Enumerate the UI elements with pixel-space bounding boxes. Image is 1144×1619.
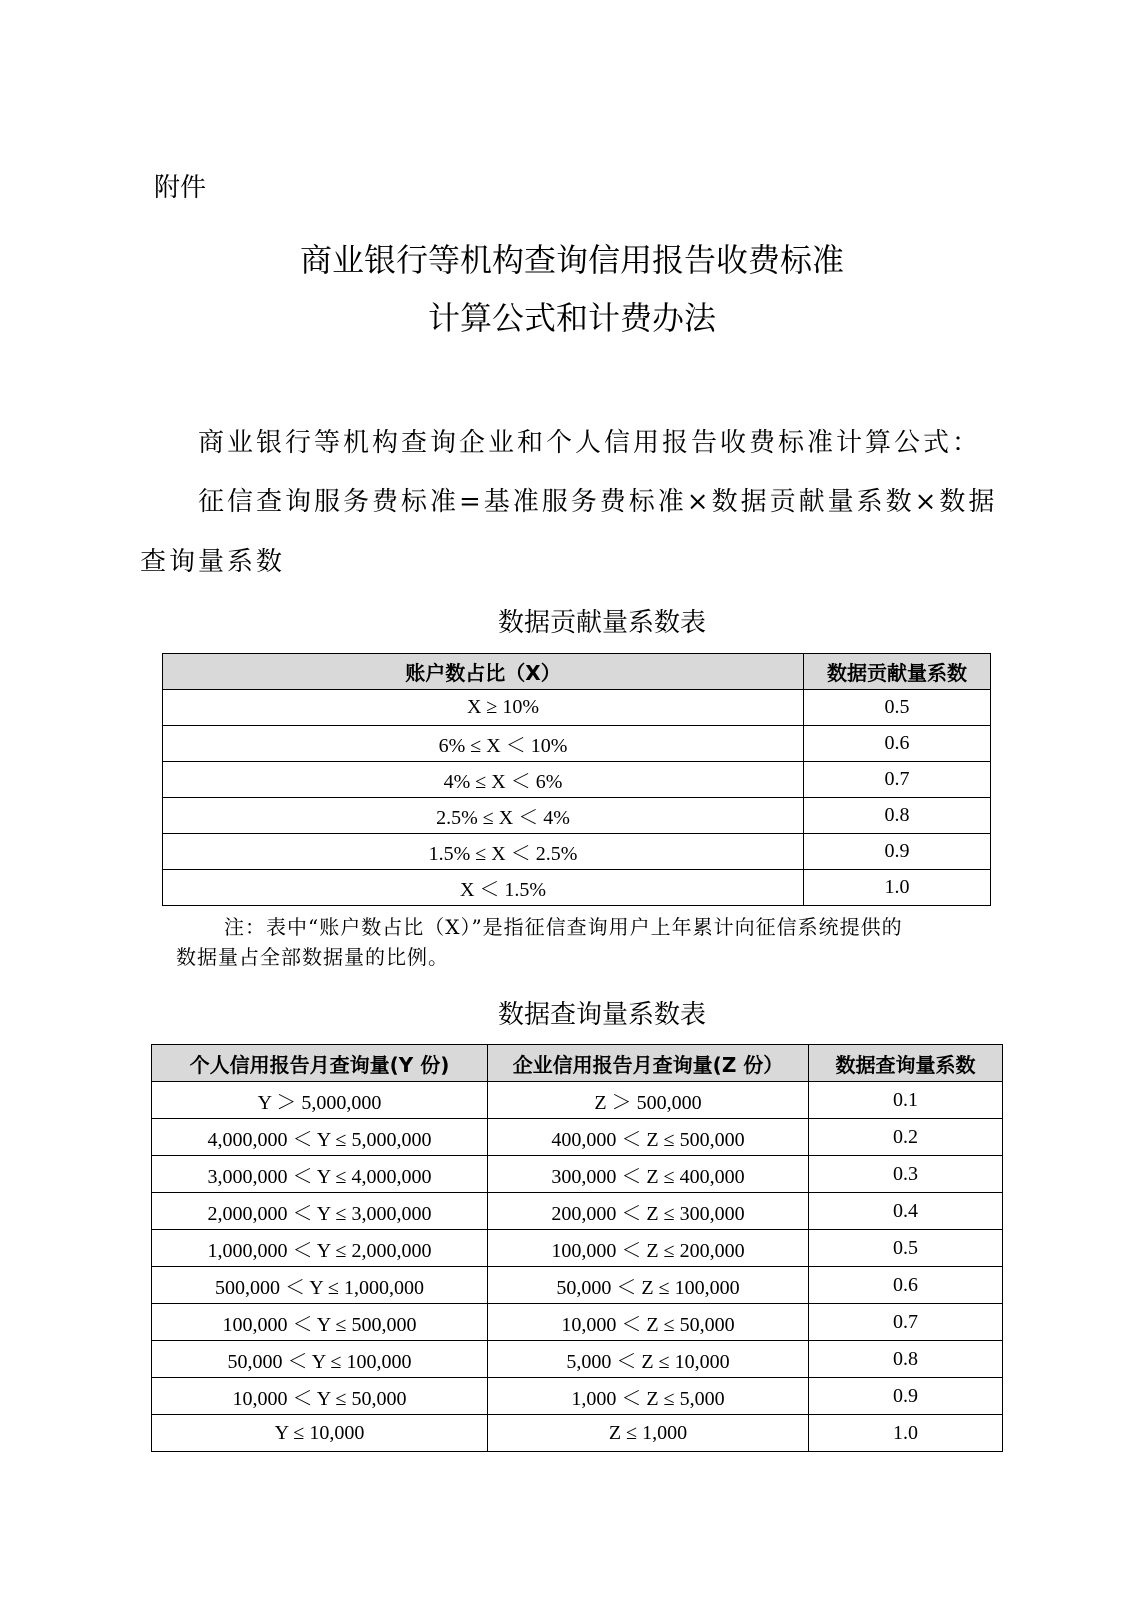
account-ratio-cell: 6% ≤ X ＜ 10% [163,726,804,762]
table-row [152,1415,1003,1452]
document-title-line2: 计算公式和计费办法 [427,299,716,337]
coefficient-cell: 0.5 [809,1230,1003,1267]
coefficient-cell: 0.3 [809,1156,1003,1193]
table-row [163,834,991,870]
formula-line1: 征信查询服务费标准=基准服务费标准×数据贡献量系数×数据 [198,487,998,517]
table-row [163,870,991,906]
coefficient-cell: 0.1 [809,1082,1003,1119]
table-row [152,1230,1003,1267]
coefficient-cell: 0.9 [804,834,991,870]
table1-title: 数据贡献量系数表 [497,608,706,638]
note-line1: 注：表中“账户数占比（X）”是指征信查询用户上年累计向征信系统提供的 [224,915,903,939]
header-contribution-coefficient: 数据贡献量系数 [804,654,991,690]
table-header-row [152,1045,1003,1082]
coefficient-cell: 0.5 [804,690,991,726]
table2-title: 数据查询量系数表 [497,1000,706,1030]
table-row [152,1156,1003,1193]
table-row [163,690,991,726]
coefficient-cell: 0.6 [809,1267,1003,1304]
account-ratio-cell: 1.5% ≤ X ＜ 2.5% [163,834,804,870]
enterprise-volume-cell: 50,000 ＜ Z ≤ 100,000 [488,1267,809,1304]
attachment-label: 附件 [154,173,207,203]
table1-note [176,912,996,972]
account-ratio-cell: 2.5% ≤ X ＜ 4% [163,798,804,834]
table-row [163,798,991,834]
header-account-ratio: 账户数占比（X） [163,654,804,690]
personal-volume-cell: 10,000 ＜ Y ≤ 50,000 [152,1378,488,1415]
coefficient-cell: 0.4 [809,1193,1003,1230]
coefficient-cell: 0.7 [809,1304,1003,1341]
personal-volume-cell: 500,000 ＜ Y ≤ 1,000,000 [152,1267,488,1304]
personal-volume-cell: 4,000,000 ＜ Y ≤ 5,000,000 [152,1119,488,1156]
enterprise-volume-cell: 100,000 ＜ Z ≤ 200,000 [488,1230,809,1267]
table-row [152,1193,1003,1230]
enterprise-volume-cell: Z ≤ 1,000 [488,1415,809,1452]
coefficient-cell: 0.2 [809,1119,1003,1156]
enterprise-volume-cell: 1,000 ＜ Z ≤ 5,000 [488,1378,809,1415]
table-header-row [163,654,991,690]
enterprise-volume-cell: 5,000 ＜ Z ≤ 10,000 [488,1341,809,1378]
table-row [152,1304,1003,1341]
note-line2: 数据量占全部数据量的比例。 [176,945,449,969]
table-row [152,1341,1003,1378]
personal-volume-cell: 100,000 ＜ Y ≤ 500,000 [152,1304,488,1341]
account-ratio-cell: X ＜ 1.5% [163,870,804,906]
table-row [152,1267,1003,1304]
header-enterprise-query-volume: 企业信用报告月查询量(Z 份） [488,1045,809,1082]
enterprise-volume-cell: 200,000 ＜ Z ≤ 300,000 [488,1193,809,1230]
query-coefficient-table [151,1044,1003,1452]
personal-volume-cell: Y ≤ 10,000 [152,1415,488,1452]
account-ratio-cell: X ≥ 10% [163,690,804,726]
personal-volume-cell: 2,000,000 ＜ Y ≤ 3,000,000 [152,1193,488,1230]
formula-line2: 查询量系数 [140,547,286,577]
document-title-line1: 商业银行等机构查询信用报告收费标准 [299,241,844,279]
enterprise-volume-cell: 10,000 ＜ Z ≤ 50,000 [488,1304,809,1341]
account-ratio-cell: 4% ≤ X ＜ 6% [163,762,804,798]
table-row [152,1119,1003,1156]
coefficient-cell: 0.7 [804,762,991,798]
intro-paragraph: 商业银行等机构查询企业和个人信用报告收费标准计算公式： [198,428,982,458]
table-row [163,762,991,798]
enterprise-volume-cell: 400,000 ＜ Z ≤ 500,000 [488,1119,809,1156]
personal-volume-cell: 50,000 ＜ Y ≤ 100,000 [152,1341,488,1378]
table-row [152,1082,1003,1119]
table-row [163,726,991,762]
personal-volume-cell: Y ＞ 5,000,000 [152,1082,488,1119]
enterprise-volume-cell: 300,000 ＜ Z ≤ 400,000 [488,1156,809,1193]
personal-volume-cell: 3,000,000 ＜ Y ≤ 4,000,000 [152,1156,488,1193]
personal-volume-cell: 1,000,000 ＜ Y ≤ 2,000,000 [152,1230,488,1267]
table-row [152,1378,1003,1415]
coefficient-cell: 0.6 [804,726,991,762]
coefficient-cell: 0.9 [809,1378,1003,1415]
coefficient-cell: 0.8 [809,1341,1003,1378]
enterprise-volume-cell: Z ＞ 500,000 [488,1082,809,1119]
header-query-coefficient: 数据查询量系数 [809,1045,1003,1082]
coefficient-cell: 1.0 [804,870,991,906]
coefficient-cell: 0.8 [804,798,991,834]
coefficient-cell: 1.0 [809,1415,1003,1452]
contribution-coefficient-table [162,653,991,906]
header-personal-query-volume: 个人信用报告月查询量(Y 份) [152,1045,488,1082]
